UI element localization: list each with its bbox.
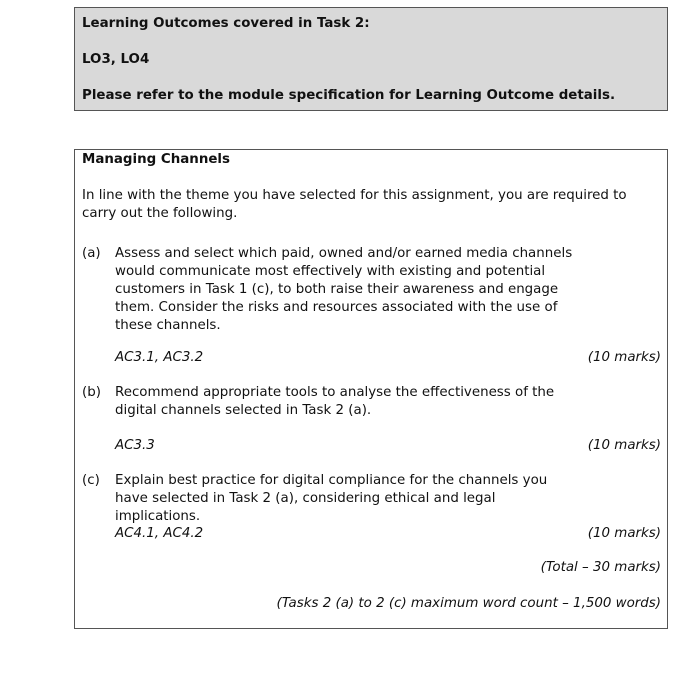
question-c-label: (c) [82,473,100,488]
question-b-label: (b) [82,385,101,400]
outcomes-codes: LO3, LO4 [82,52,150,67]
outcomes-note: Please refer to the module specification for Learning Outcome details. [82,88,616,103]
question-a-criteria: AC3.1, AC3.2 [115,350,204,365]
word-count-note: (Tasks 2 (a) to 2 (c) maximum word count – 1,500 words) [276,596,661,611]
question-b-marks: (10 marks) [587,438,661,453]
question-a-label: (a) [82,246,101,261]
question-c-criteria: AC4.1, AC4.2 [115,526,204,541]
task-intro: In line with the theme you have selected for this assignment, you are required to carry out the following. [82,188,627,221]
question-a-text: Assess and select which paid, owned and/or earned media channels would communicate most effectively with existing and potential customers in Task 1 (c), to both raise their awareness and engage them. Consider the risks and resources associated with the use of these channels. [115,246,573,333]
outcomes-heading: Learning Outcomes covered in Task 2: [82,16,370,31]
learning-outcomes-box [74,7,668,111]
task-box [74,149,668,629]
task-title: Managing Channels [82,152,230,167]
total-marks: (Total – 30 marks) [540,560,661,575]
question-a-marks: (10 marks) [587,350,661,365]
question-c-text: Explain best practice for digital compliance for the channels you have selected in Task 2 (a), considering ethical and legal implications. [115,473,548,524]
question-b-criteria: AC3.3 [115,438,155,453]
question-b-text: Recommend appropriate tools to analyse the effectiveness of the digital channels selected in Task 2 (a). [115,385,555,418]
question-c-marks: (10 marks) [587,526,661,541]
